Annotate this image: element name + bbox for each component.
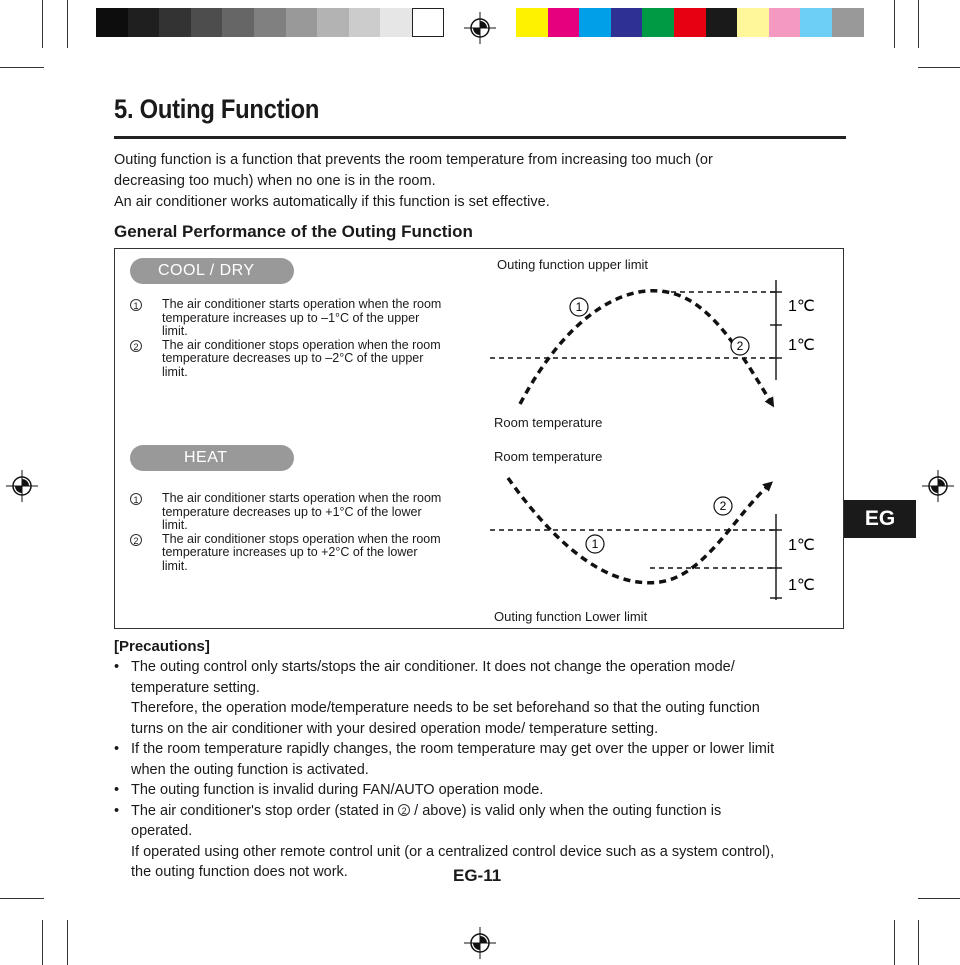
step-line: limit. xyxy=(162,558,188,573)
step-line: The air conditioner starts operation when the room xyxy=(162,491,442,505)
cool-room-temperature-label: Room temperature xyxy=(494,415,603,430)
precaution-line: operated. xyxy=(131,823,193,839)
step-number-badge: 2 xyxy=(130,534,142,546)
language-tab: EG xyxy=(844,500,916,538)
intro-line: decreasing too much) when no one is in the room. xyxy=(114,173,436,189)
precaution-line xyxy=(131,801,854,822)
precaution-line: If operated using other remote control unit (or a centralized control device such as a system control), xyxy=(131,843,775,860)
precaution-item xyxy=(114,657,854,739)
heat-marker-1-number: 1 xyxy=(591,537,599,551)
precaution-line: Therefore, the operation mode/temperature needs to be set beforehand so that the outing function xyxy=(131,700,760,716)
precaution-line: temperature setting. xyxy=(131,679,260,696)
precaution-line: the outing function does not work. xyxy=(131,864,348,880)
precaution-text: above) is valid only when the outing function is xyxy=(422,802,722,819)
step-number-badge: 1 xyxy=(130,493,142,505)
crop-mark xyxy=(67,920,68,965)
intro-line: Outing function is a function that prevents the room temperature from increasing too much (or xyxy=(114,152,713,168)
color-swatch xyxy=(579,8,611,37)
registration-target-icon xyxy=(922,470,954,502)
color-swatch xyxy=(516,8,548,37)
crop-mark xyxy=(918,67,960,68)
registration-target-icon xyxy=(464,927,496,959)
color-swatch xyxy=(317,8,349,37)
precaution-line: turns on the air conditioner with your desired operation mode/ temperature setting. xyxy=(131,720,659,737)
step-line: temperature decreases up to +1°C of the lower xyxy=(162,504,422,519)
upper-limit-label: Outing function upper limit xyxy=(497,257,649,272)
step-line: The air conditioner stops operation when the room xyxy=(162,531,441,546)
step-line: temperature increases up to –1°C of the upper xyxy=(162,310,420,325)
color-swatch xyxy=(128,8,160,37)
title-divider xyxy=(114,136,846,139)
cool-marker-2-number: 2 xyxy=(736,339,744,353)
color-swatch xyxy=(769,8,801,37)
section-subheading: General Performance of the Outing Function xyxy=(114,222,473,241)
color-swatch xyxy=(96,8,128,37)
precaution-item xyxy=(114,739,854,780)
lower-limit-label: Outing function Lower limit xyxy=(494,609,648,624)
heat-room-temperature-label: Room temperature xyxy=(494,449,603,464)
color-swatch xyxy=(222,8,254,37)
color-swatch xyxy=(611,8,643,37)
heat-steps-list xyxy=(130,492,475,573)
crop-mark xyxy=(894,920,895,965)
color-swatch xyxy=(191,8,223,37)
precaution-item xyxy=(114,780,854,801)
color-swatch xyxy=(159,8,191,37)
crop-mark xyxy=(918,898,960,899)
color-swatch xyxy=(674,8,706,37)
crop-mark xyxy=(67,0,68,48)
heat-interval-ticks xyxy=(770,514,782,600)
color-swatch xyxy=(737,8,769,37)
crop-mark xyxy=(42,0,43,48)
cool-temperature-curve-diagram xyxy=(490,280,830,420)
cool-interval-ticks xyxy=(770,280,782,380)
heat-marker-2-number: 2 xyxy=(719,499,727,513)
color-swatch xyxy=(832,8,864,37)
precaution-line: when the outing function is activated. xyxy=(131,761,369,778)
crop-mark xyxy=(0,67,44,68)
precaution-line: • The outing control only starts/stops the air conditioner. It does not change the operation mode/ xyxy=(131,659,735,675)
cool-delta-2: 1℃ xyxy=(788,337,815,354)
color-swatch xyxy=(642,8,674,37)
step-line: The air conditioner starts operation when the room xyxy=(162,297,442,311)
step-line: temperature increases up to +2°C of the lower xyxy=(162,545,418,559)
step-line: limit. xyxy=(162,518,188,532)
heat-mode-label: HEAT xyxy=(130,445,294,471)
precaution-line: • If the room temperature rapidly changes, the room temperature may get over the upper or lower limit xyxy=(131,741,775,757)
heat-delta-2: 1℃ xyxy=(788,577,815,594)
intro-paragraph xyxy=(114,150,844,213)
step-line: temperature decreases up to –2°C of the upper xyxy=(162,351,424,365)
step-line: limit. xyxy=(162,324,188,338)
step-line: limit. xyxy=(162,364,188,379)
precautions-heading: [Precautions] xyxy=(114,638,210,655)
step-line: The air conditioner stops operation when the room xyxy=(162,337,441,352)
crop-mark xyxy=(894,0,895,48)
crop-mark xyxy=(918,0,919,48)
color-swatch xyxy=(706,8,738,37)
cool-delta-1: 1℃ xyxy=(788,298,815,315)
cool-step-1 xyxy=(130,298,475,339)
color-swatch xyxy=(286,8,318,37)
intro-line: An air conditioner works automatically if this function is set effective. xyxy=(114,194,550,210)
cool-steps-list xyxy=(130,298,475,379)
slash-text: / xyxy=(410,802,423,819)
crop-mark xyxy=(42,920,43,965)
step-number-badge: 2 xyxy=(130,340,142,352)
heat-step-2 xyxy=(130,533,475,574)
crop-mark xyxy=(918,920,919,965)
color-swatch xyxy=(412,8,444,37)
registration-target-icon xyxy=(464,12,496,44)
heat-temperature-curve-diagram xyxy=(490,470,830,608)
color-swatch xyxy=(800,8,832,37)
precaution-line: • The outing function is invalid during FAN/AUTO operation mode. xyxy=(131,782,544,798)
page-title: 5. Outing Function xyxy=(114,94,320,124)
color-swatch xyxy=(254,8,286,37)
step-number-badge: 2 xyxy=(398,804,410,816)
heat-delta-1: 1℃ xyxy=(788,537,815,554)
crop-mark xyxy=(0,898,44,899)
heat-step-1 xyxy=(130,492,475,533)
cool-marker-1-number: 1 xyxy=(575,300,583,314)
color-swatch xyxy=(349,8,381,37)
page-number: EG-11 xyxy=(453,866,502,885)
registration-target-icon xyxy=(6,470,38,502)
step-number-badge: 1 xyxy=(130,299,142,311)
precaution-text: The air conditioner's stop order (stated in xyxy=(131,802,395,819)
color-swatch xyxy=(548,8,580,37)
cool-dry-mode-label: COOL / DRY xyxy=(130,258,294,284)
precautions-list xyxy=(114,657,854,883)
cool-step-2 xyxy=(130,339,475,380)
color-swatch xyxy=(380,8,412,37)
